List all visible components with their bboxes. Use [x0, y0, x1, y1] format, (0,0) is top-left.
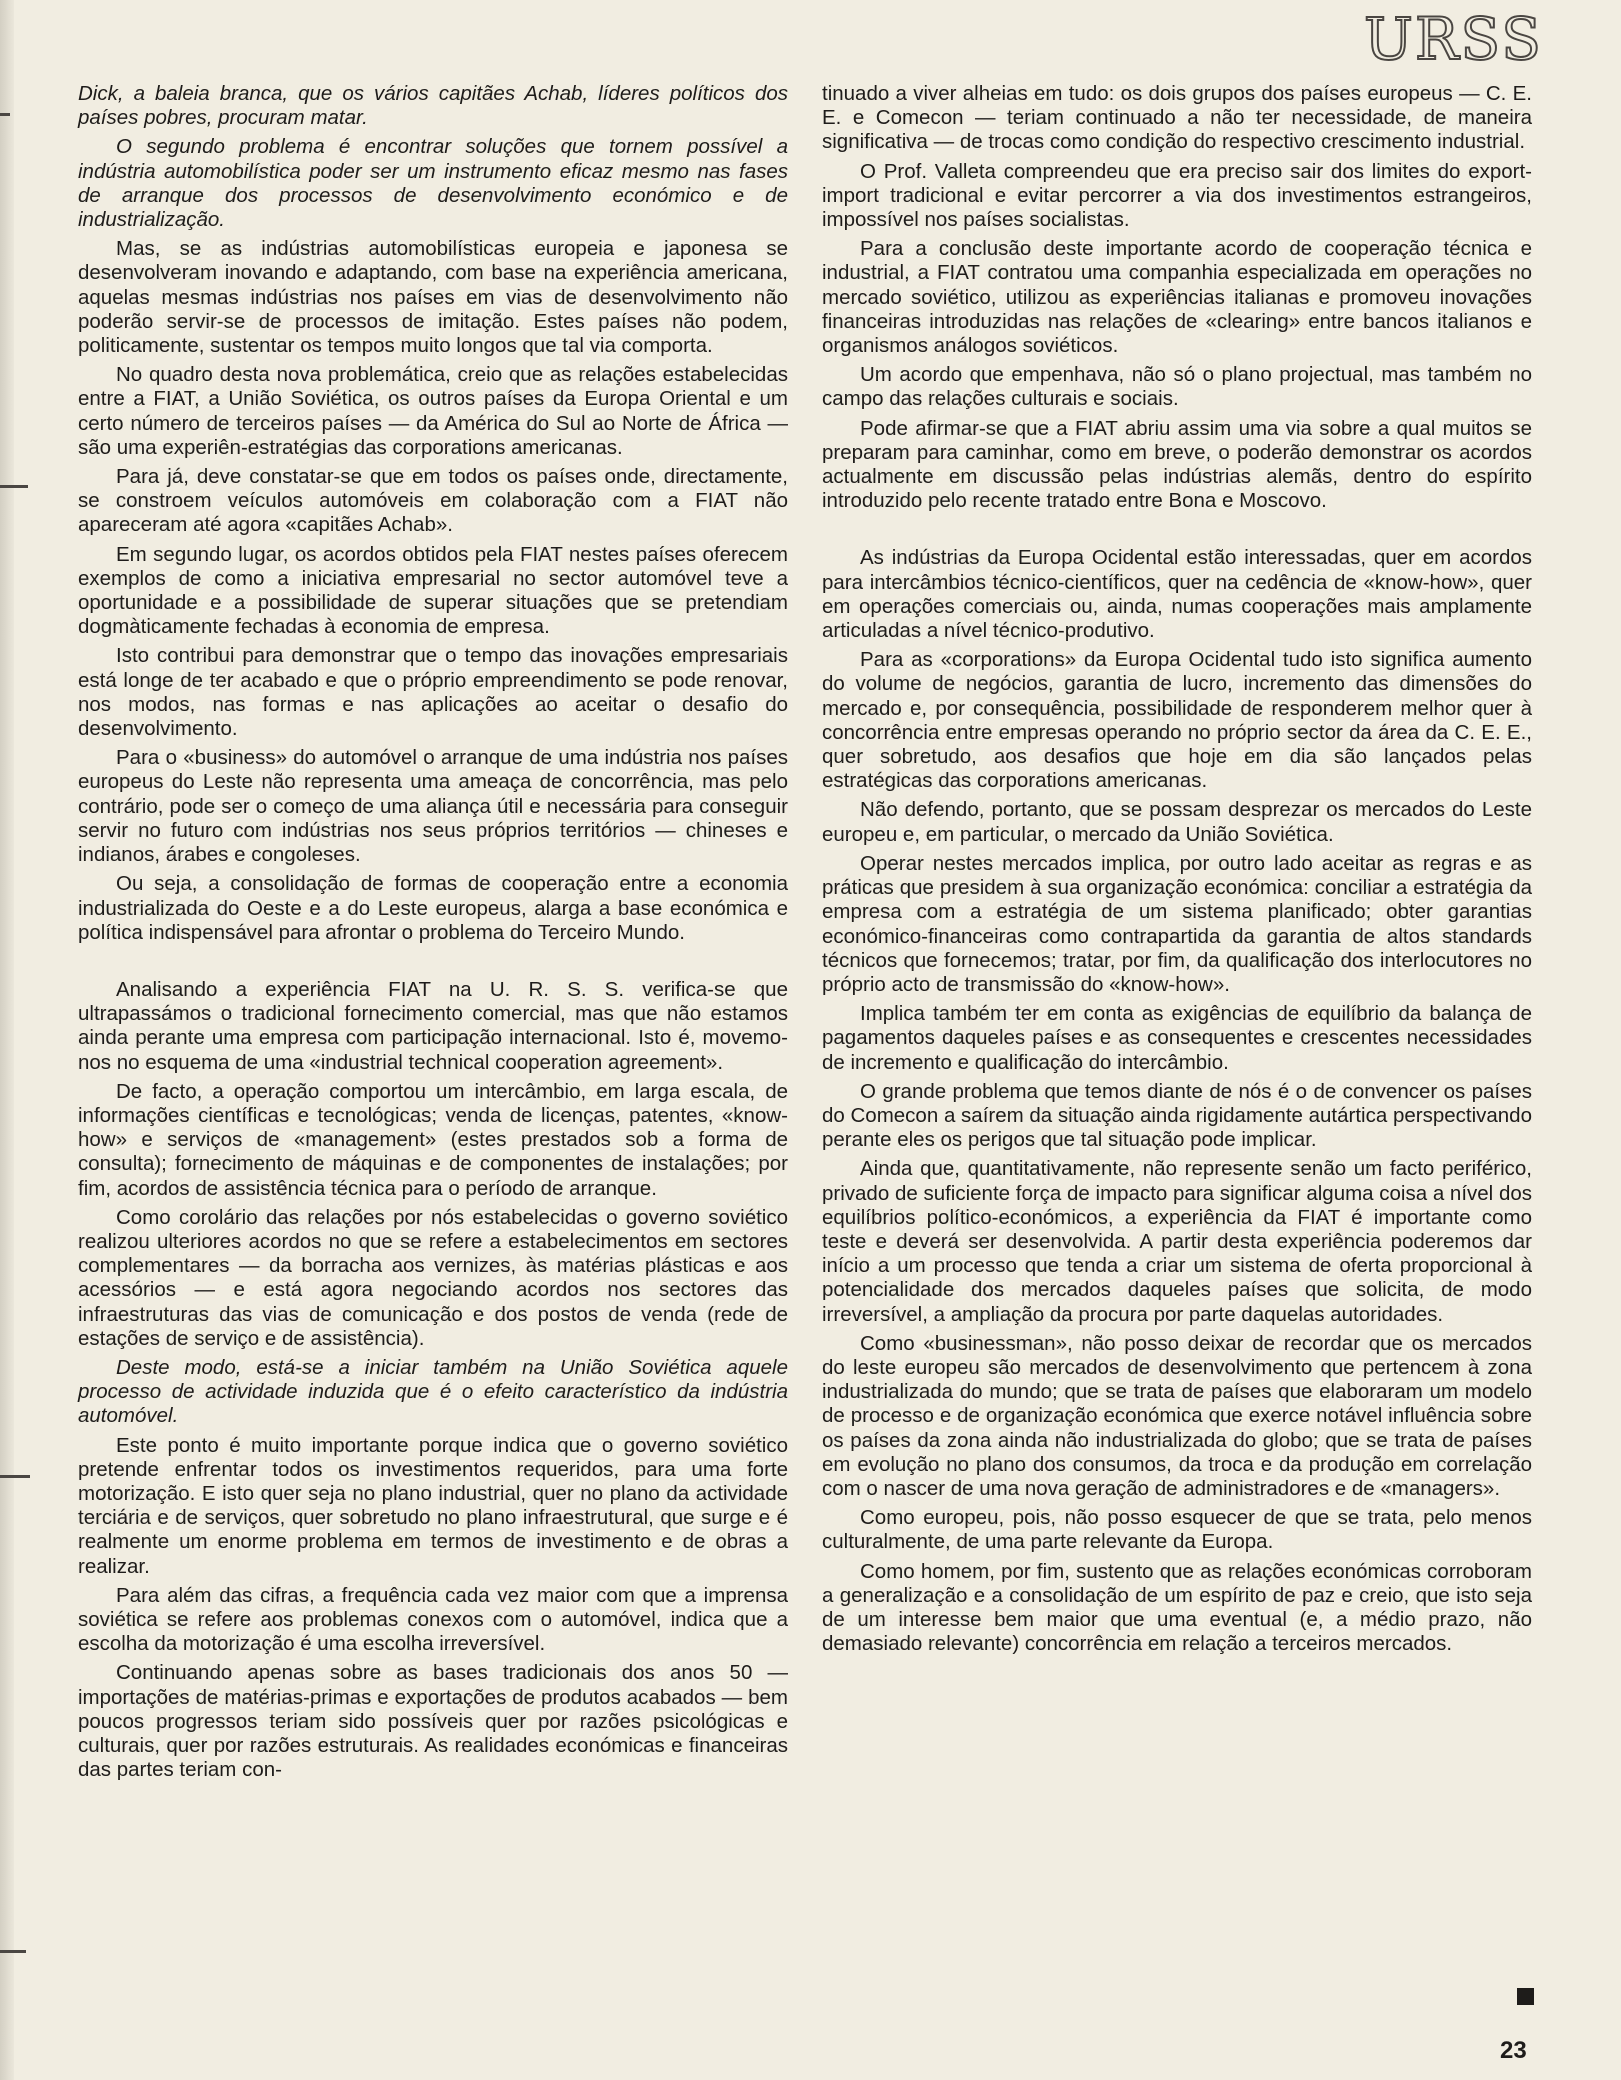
paragraph: Como «businessman», não posso deixar de recordar que os mercados do leste europeu são mercados de desenvolvimento que pertencem à zona industrializada do mundo; que se trata de países que elaboraram um modelo de processo e de organização económica que exerce notável influência sobre os países da zona ainda não industrializada do globo; que se trata de países em evolução no plano dos consumos, da troca e da produção em correlação com o nascer de uma nova geração de administradores e de «managers».	[822, 1331, 1532, 1500]
paragraph: Mas, se as indústrias automobilísticas europeia e japonesa se desenvolveram inovando e adaptando, com base na experiência americana, aquelas mesmas indústrias nos países em vias de desenvolvimento não poderão servir-se de processos de imitação. Estes países não podem, politicamente, sustentar os tempos muito longos que tal via comporta.	[78, 237, 788, 358]
paragraph: Dick, a baleia branca, que os vários capitães Achab, líderes políticos dos países pobres, procuram matar.	[78, 82, 788, 130]
paragraph: De facto, a operação comportou um intercâmbio, em larga escala, de informações científicas e tecnológicas; venda de licenças, patentes, «know-how» e serviços de «management» (estes prestados sob a forma de consulta); fornecimento de máquinas e de componentes de instalações; por fim, acordos de assistência técnica para o período de arranque.	[78, 1079, 788, 1200]
paragraph: Este ponto é muito importante porque indica que o governo soviético pretende enfrentar todos os investimentos requeridos, para uma forte motorização. E isto quer seja no plano industrial, quer no plano da actividade terciária e de serviços, quer sobretudo no plano infraestrutural, que surge e é realmente um enorme problema em termos de investimento e de obras a realizar.	[78, 1433, 788, 1578]
margin-mark	[0, 113, 10, 116]
paragraph: Como corolário das relações por nós estabelecidas o governo soviético realizou ulteriores acordos no que se refere a estabelecimentos em sectores complementares — da borracha aos vernizes, às matérias plásticas e aos acessórios — e está agora negociando acordos nos sectores das infraestruturas das vias de comunicação e dos postos de venda (rede de estações de serviço e de assistência).	[78, 1205, 788, 1350]
paragraph: Para a conclusão deste importante acordo de cooperação técnica e industrial, a FIAT contratou uma companhia especializada em operações no mercado soviético, utilizou as experiências italianas e promoveu inovações financeiras introduzidas nas relações de «clearing» entre bancos italianos e organismos análogos soviéticos.	[822, 237, 1532, 358]
paragraph: Para além das cifras, a frequência cada vez maior com que a imprensa soviética se refere aos problemas conexos com o automóvel, indica que a escolha da motorização é uma escolha irreversível.	[78, 1583, 788, 1656]
paragraph: Para o «business» do automóvel o arranque de uma indústria nos países europeus do Leste não representa uma ameaça de concorrência, mas pelo contrário, pode ser o começo de uma aliança útil e necessária para conseguir servir no futuro com indústrias nos seus próprios territórios — chineses e indianos, árabes e congoleses.	[78, 746, 788, 867]
paragraph: Analisando a experiência FIAT na U. R. S. S. verifica-se que ultrapassámos o tradicional fornecimento comercial, mas que não estamos ainda perante uma empresa com participação internacional. Isto é, movemo-nos no esquema de uma «industrial technical cooperation agreement».	[78, 977, 788, 1074]
paragraph: Implica também ter em conta as exigências de equilíbrio da balança de pagamentos daqueles países e as consequentes e crescentes necessidades de incremento e qualificação do intercâmbio.	[822, 1002, 1532, 1074]
paragraph: As indústrias da Europa Ocidental estão interessadas, quer em acordos para intercâmbios técnico-científicos, quer na cedência de «know-how», quer em operações comerciais ou, ainda, numas cooperações mais amplamente articuladas a nível técnico-produtivo.	[822, 546, 1532, 643]
paragraph: O segundo problema é encontrar soluções que tornem possível a indústria automobilística poder ser um instrumento eficaz mesmo nas fases de arranque dos processos de desenvolvimento económico e de industrialização.	[78, 135, 788, 232]
paragraph: Continuando apenas sobre as bases tradicionais dos anos 50 — importações de matérias-primas e exportações de produtos acabados — bem poucos progressos teriam sido possíveis quer por razões psicológicas e culturais, quer por razões estruturais. As realidades económicas e financeiras das partes teriam con-	[78, 1661, 788, 1782]
paragraph: Para já, deve constatar-se que em todos os países onde, directamente, se constroem veículos automóveis em colaboração com a FIAT não apareceram até agora «capitães Achab».	[78, 465, 788, 537]
end-of-article-square	[1517, 1988, 1534, 2005]
paragraph: Deste modo, está-se a iniciar também na União Soviética aquele processo de actividade induzida que é o efeito característico da indústria automóvel.	[78, 1355, 788, 1428]
paragraph: No quadro desta nova problemática, creio que as relações estabelecidas entre a FIAT, a União Soviética, os outros países da Europa Oriental e um certo número de terceiros países — da América do Sul ao Norte de África — são uma experiên-estratégias das corporations americanas.	[78, 363, 788, 459]
page-spine	[0, 0, 14, 2080]
paragraph: Não defendo, portanto, que se possam desprezar os mercados do Leste europeu e, em particular, o mercado da União Soviética.	[822, 798, 1532, 846]
paragraph: Como europeu, pois, não posso esquecer de que se trata, pelo menos culturalmente, de uma parte relevante da Europa.	[822, 1506, 1532, 1554]
paragraph: Em segundo lugar, os acordos obtidos pela FIAT nestes países oferecem exemplos de como a iniciativa empresarial no sector automóvel teve a oportunidade e a possibilidade de superar situações que se pretendiam dogmàticamente fechadas à economia de empresa.	[78, 542, 788, 639]
paragraph: Isto contribui para demonstrar que o tempo das inovações empresariais está longe de ter acabado e que o próprio empreendimento se pode renovar, nos modos, nas formas e nas aplicações ao aceitar o desafio do desenvolvimento.	[78, 644, 788, 741]
section-header: URSS	[1364, 5, 1543, 73]
paragraph: Operar nestes mercados implica, por outro lado aceitar as regras e as práticas que presidem à sua organização económica: conciliar a estratégia da empresa com a estratégia de um sistema planificado; obter garantias económico-financeiras como contrapartida da garantia de altos standards técnicos que fornecemos; tratar, por fim, da qualificação dos interlocutores no próprio acto de transmissão do «know-how».	[822, 851, 1532, 996]
paragraph: Um acordo que empenhava, não só o plano projectual, mas também no campo das relações culturais e sociais.	[822, 363, 1532, 411]
page-number: 23	[1500, 2037, 1527, 2064]
right-column	[822, 82, 1532, 1661]
paragraph: Pode afirmar-se que a FIAT abriu assim uma via sobre a qual muitos se preparam para caminhar, como em breve, o poderão demonstrar os acordos actualmente em discussão pelas indústrias alemãs, dentro do espírito introduzido pelo recente tratado entre Bona e Moscovo.	[822, 416, 1532, 513]
paragraph: Como homem, por fim, sustento que as relações económicas corroboram a generalização e a consolidação de um espírito de paz e creio, que isto seja de um interesse bem maior que uma eventual (e, a médio prazo, não demasiado relevante) concorrência em relação a terceiros mercados.	[822, 1559, 1532, 1656]
paragraph: O Prof. Valleta compreendeu que era preciso sair dos limites do export-import tradicional e evitar percorrer a via dos investimentos estrangeiros, impossível nos países socialistas.	[822, 159, 1532, 232]
paragraph: Para as «corporations» da Europa Ocidental tudo isto significa aumento do volume de negócios, garantia de lucro, incremento das dimensões do mercado e, por consequência, possibilidade de responderem melhor quer à concorrência entre empresas operando no próprio sector da área da C. E. E., quer sobretudo, aos desafios que hoje em dia são lançados pelas estratégicas das corporations americanas.	[822, 648, 1532, 793]
paragraph: Ainda que, quantitativamente, não represente senão um facto periférico, privado de suficiente força de impacto para significar alguma coisa a nível dos equilíbrios político-económicos, a experiência da FIAT é importante como teste e deverá ser desenvolvida. A partir desta experiência poderemos dar início a um processo que tenda a criar um sistema de oferta proporcional à potencialidade dos mercados daqueles países que solicita, de modo irreversível, a ampliação da procura por parte daquelas autoridades.	[822, 1157, 1532, 1326]
left-column	[78, 82, 788, 1787]
paragraph: tinuado a viver alheias em tudo: os dois grupos dos países europeus — C. E. E. e Comecon — teriam continuado a não ter necessidade, de maneira significativa — de trocas como condição do respectivo crescimento industrial.	[822, 82, 1532, 154]
margin-mark	[0, 485, 28, 488]
margin-mark	[0, 1950, 26, 1953]
margin-mark	[0, 1475, 30, 1478]
paragraph: Ou seja, a consolidação de formas de cooperação entre a economia industrializada do Oeste e a do Leste europeus, alarga a base económica e política indispensável para afrontar o problema do Terceiro Mundo.	[78, 872, 788, 944]
paragraph: O grande problema que temos diante de nós é o de convencer os países do Comecon a saírem da situação ainda rigidamente autártica perspectivando perante eles os perigos que tal situação pode implicar.	[822, 1079, 1532, 1152]
